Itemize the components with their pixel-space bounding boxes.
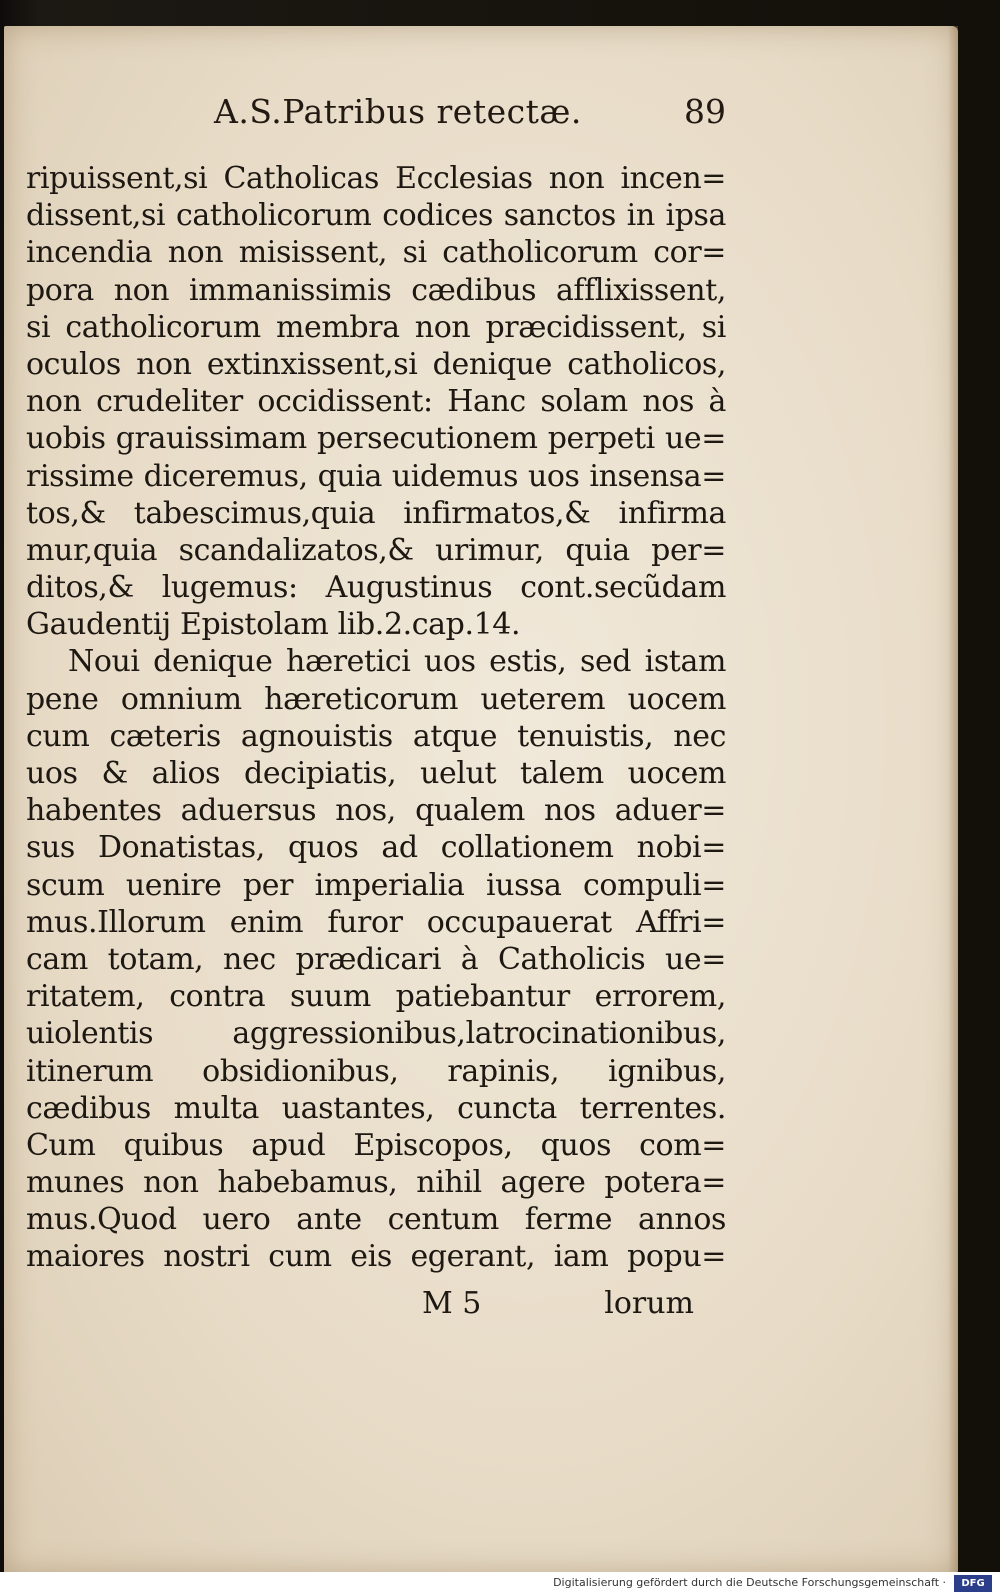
signature-mark: M 5 bbox=[422, 1286, 482, 1321]
dfg-logo: DFG bbox=[954, 1575, 992, 1592]
text-line: si catholicorum membra non præcidissent, si bbox=[26, 309, 726, 345]
text-line: maiores nostri cum eis egerant, iam popu= bbox=[26, 1239, 726, 1275]
body-text bbox=[26, 160, 726, 1276]
text-line: uos & alios decipiatis, uelut talem uocem bbox=[26, 756, 726, 791]
catchword: lorum bbox=[604, 1286, 694, 1321]
text-line: cum cæteris agnouistis atque tenuistis, nec bbox=[26, 718, 726, 754]
text-line: ritatem, contra suum patiebantur errorem, bbox=[26, 979, 726, 1015]
text-line: ditos,& lugemus: Augustinus cont.secũdam bbox=[26, 570, 726, 606]
footer-credit: Digitalisierung gefördert durch die Deutsche Forschungsgemeinschaft · bbox=[553, 1576, 946, 1589]
digitization-footer bbox=[0, 1572, 1000, 1596]
page-number: 89 bbox=[684, 92, 726, 131]
text-line: oculos non extinxissent,si denique catholicos, bbox=[26, 346, 726, 382]
text-line: cædibus multa uastantes, cuncta terrentes. bbox=[26, 1090, 726, 1126]
catchline bbox=[414, 1286, 734, 1326]
text-line: sus Donatistas, quos ad collationem nobi= bbox=[26, 830, 726, 866]
text-line: tos,& tabescimus,quia infirmatos,& infirma bbox=[26, 495, 726, 531]
text-line: dissent,si catholicorum codices sanctos in ipsa bbox=[26, 198, 726, 234]
text-line: mus.Quod uero ante centum ferme annos bbox=[26, 1202, 726, 1238]
text-line: scum uenire per imperialia iussa compuli= bbox=[26, 867, 726, 903]
text-line: mus.Illorum enim furor occupauerat Affri= bbox=[26, 904, 726, 940]
text-line: uobis grauissimam persecutionem perpeti ue= bbox=[26, 421, 726, 457]
text-line: habentes aduersus nos, qualem nos aduer= bbox=[26, 793, 726, 829]
text-line: mur,quia scandalizatos,& urimur, quia per= bbox=[26, 532, 726, 568]
text-line: cam totam, nec prædicari à Catholicis ue= bbox=[26, 941, 726, 977]
text-line: rissime diceremus, quia uidemus uos insensa= bbox=[26, 458, 726, 494]
text-line: pora non immanissimis cædibus afflixissent, bbox=[26, 272, 726, 308]
text-line: munes non habebamus, nihil agere potera= bbox=[26, 1165, 726, 1201]
text-line: Gaudentij Epistolam lib.2.cap.14. bbox=[26, 607, 521, 643]
text-line: non crudeliter occidissent: Hanc solam nos à bbox=[26, 384, 726, 420]
book-page bbox=[4, 26, 958, 1574]
text-line: itinerum obsidionibus, rapinis, ignibus, bbox=[26, 1053, 726, 1089]
running-head bbox=[214, 92, 734, 140]
text-line: uiolentis aggressionibus,latrocinationibus, bbox=[26, 1016, 726, 1052]
text-line: pene omnium hæreticorum ueterem uocem bbox=[26, 681, 726, 717]
text-line: ripuissent,si Catholicas Ecclesias non incen= bbox=[26, 161, 726, 196]
paragraph-first-line: Noui denique hæretici uos estis, sed istam bbox=[68, 644, 726, 680]
text-line: incendia non misissent, si catholicorum cor= bbox=[26, 235, 726, 271]
running-title: A.S.Patribus retectæ. bbox=[214, 92, 582, 131]
page-edge-shadow bbox=[948, 26, 958, 1574]
text-line: Cum quibus apud Episcopos, quos com= bbox=[26, 1127, 726, 1163]
